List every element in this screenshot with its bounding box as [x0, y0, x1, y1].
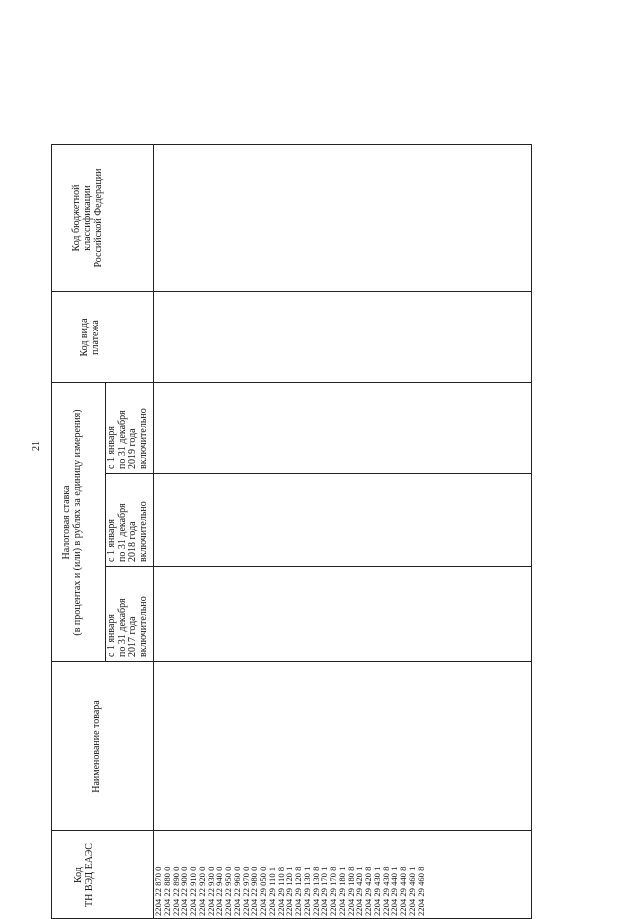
table-row: 2204 29 110 1	[266, 866, 277, 916]
table-row: 2204 29 050 0	[258, 866, 268, 916]
code-list	[154, 836, 425, 916]
header-payment-code: Код вида платежа	[79, 318, 101, 357]
header-rate-group: Налоговая ставка (в процентах и (или) в рублях за единицу измерения)	[61, 409, 83, 636]
table-row: 2204 29 460 1	[406, 866, 417, 916]
table-row: 2204 22 930 0	[205, 866, 216, 916]
table-row: 2204 22 940 0	[214, 866, 225, 916]
header-bottom-line	[153, 144, 154, 919]
table-row: 2204 29 130 8	[310, 866, 321, 916]
table-row: 2204 29 430 1	[371, 866, 382, 916]
table-row: 2204 29 170 8	[328, 866, 338, 916]
table-row: 2204 29 130 1	[301, 866, 312, 916]
table-row: 2204 22 920 0	[196, 866, 207, 916]
table-row: 2204 29 460 8	[415, 866, 426, 916]
header-rate-2019: с 1 января по 31 декабря 2019 года включительно	[106, 408, 149, 469]
table-row: 2204 22 980 0	[249, 866, 260, 916]
table-row: 2204 22 910 0	[188, 866, 198, 916]
table-row: 2204 22 900 0	[179, 866, 190, 916]
table-row: 2204 22 890 0	[170, 866, 181, 916]
table-row: 2204 29 180 8	[345, 866, 356, 916]
table-row: 2204 29 120 1	[284, 866, 295, 916]
divider-name-rates	[51, 661, 532, 662]
table-row: 2204 29 170 1	[319, 866, 330, 916]
table-row: 2204 29 420 8	[363, 866, 373, 916]
header-rate-2018: с 1 января по 31 декабря 2018 года включительно	[106, 501, 149, 562]
divider-payment-budget	[51, 291, 532, 292]
divider-code-name	[51, 830, 532, 831]
table-row: 2204 22 960 0	[231, 866, 242, 916]
page-number: 21	[31, 441, 42, 451]
divider-rate-2017-2018	[105, 566, 532, 567]
header-name: Наименование товара	[91, 700, 102, 793]
header-budget-code: Код бюджетной классификации Российской Федерации	[71, 168, 104, 268]
table-row: 2204 29 440 8	[398, 866, 408, 916]
tax-rate-table	[51, 144, 532, 919]
table-row: 2204 29 180 1	[336, 866, 347, 916]
table-border-bottom	[531, 144, 532, 919]
table-row: 2204 22 950 0	[223, 866, 233, 916]
table-row: 2204 29 110 8	[275, 866, 286, 916]
divider-rate-2018-2019	[105, 473, 532, 474]
table-row: 2204 29 430 8	[380, 866, 391, 916]
table-row: 2204 29 120 8	[293, 866, 303, 916]
header-rate-2017: с 1 января по 31 декабря 2017 года включительно	[106, 596, 149, 657]
table-row: 2204 22 870 0	[153, 866, 163, 916]
header-code: Код ТН ВЭД ЕАЭС	[73, 843, 95, 907]
table-row: 2204 22 880 0	[161, 866, 172, 916]
table-row: 2204 29 440 1	[389, 866, 400, 916]
table-row: 2204 22 970 0	[240, 866, 251, 916]
table-row: 2204 29 420 1	[354, 866, 365, 916]
table-border-right	[51, 144, 532, 145]
table-border-top	[51, 144, 52, 919]
